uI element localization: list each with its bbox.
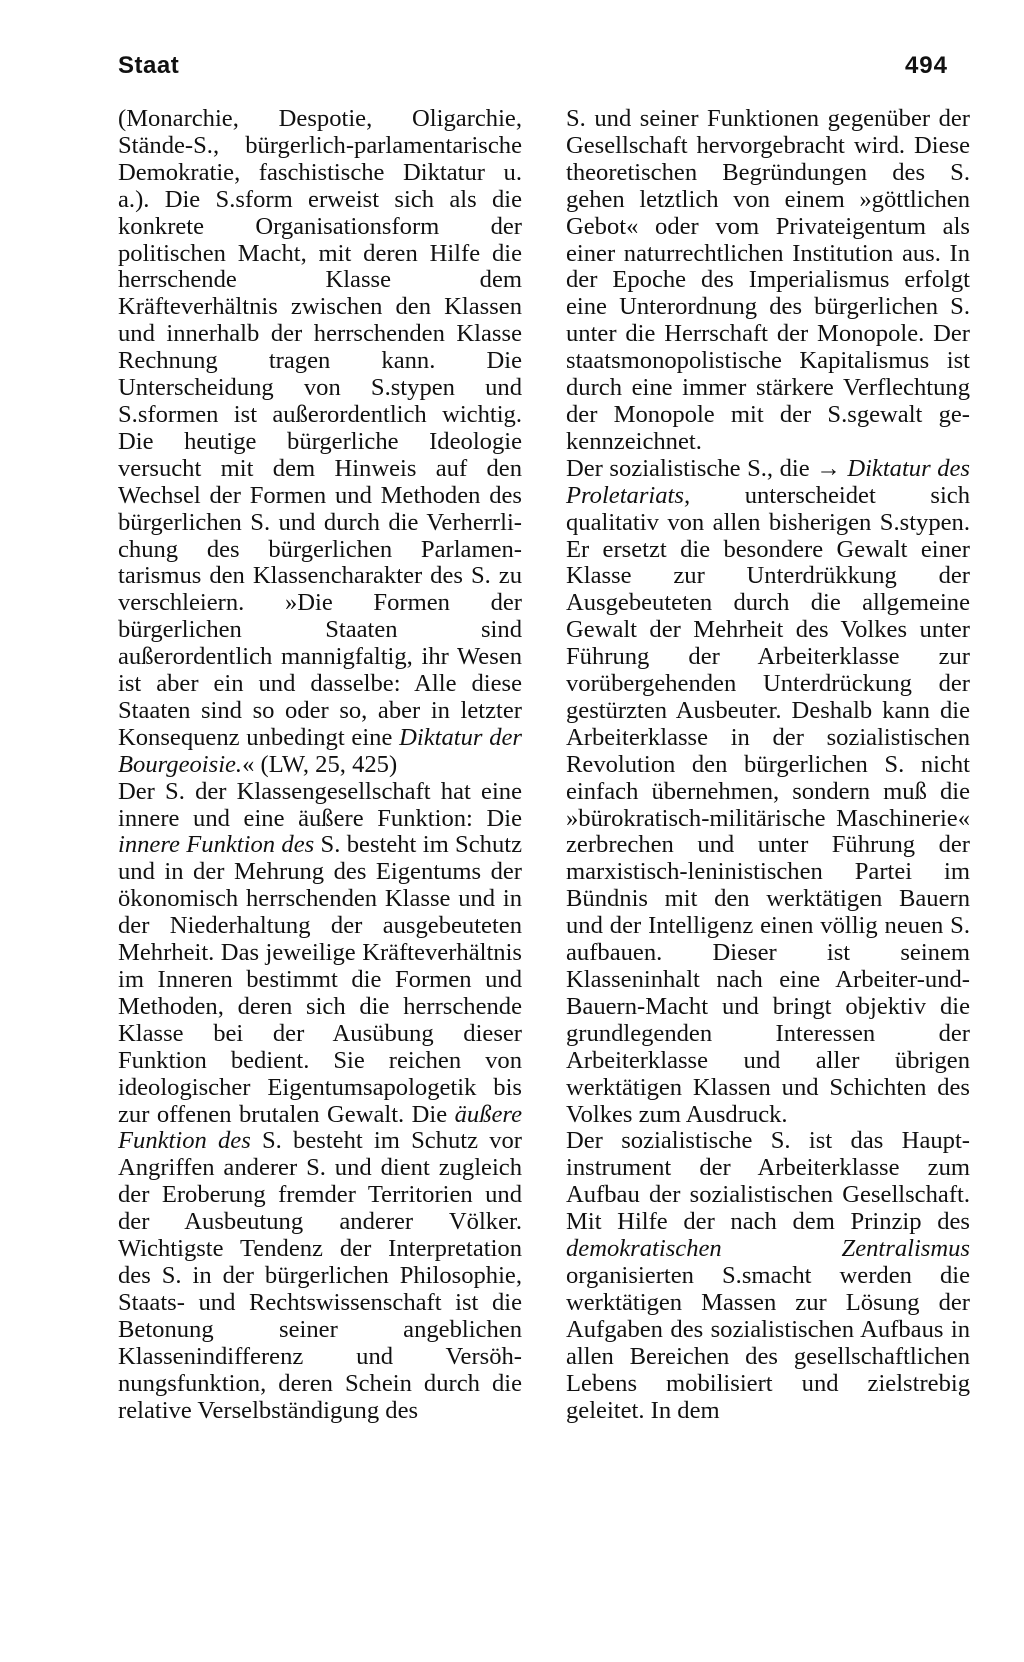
text-run: S. besteht im Schutz und in der Mehrung des Eigentums der ökonomisch herrschenden Klasse und in der Niederhaltung der ausgebeuteten Mehrheit. Das jeweilige Kräfteverhältnis im Inneren bestimmt die Formen und Methoden, deren sich die herrschende Klasse bei der Ausübung dieser Funktion bedient. Sie reichen von ideologischer Eigentumsapologetik bis zur offenen brutalen Gewalt. Die — [118, 831, 522, 1128]
running-head-title: Staat — [118, 52, 180, 79]
paragraph — [118, 779, 522, 1425]
text-run: (Monarchie, Despotie, Oligarchie, Stände-S., bürgerlich-parlamentarische Demokratie, faschistische Diktatur u. a.). Die S.sform erweist sich als die konkrete Organisationsform der politischen Macht, mit deren Hilfe die herrschende Klasse dem Kräfteverhältnis zwischen den Klassen und innerhalb der herrschenden Klasse Rechnung tragen kann. Die Unterscheidung von S.stypen und S.sformen ist außerordentlich wichtig. Die heutige bürgerliche Ideologie versucht mit dem Hinweis auf den Wechsel der Formen und Methoden des bürgerlichen S. und durch die Verherrlichung des bürgerlichen Parlamentarismus den Klassencharakter des S. zu verschleiern. »Die Formen der bürgerlichen Staaten sind außerordentlich mannigfaltig, ihr Wesen ist aber ein und dasselbe: Alle diese Staaten sind so oder so, aber in letzter Konsequenz unbedingt eine — [118, 105, 522, 751]
page-number: 494 — [904, 52, 948, 79]
text-run: Der sozialistische S., die → — [566, 454, 848, 482]
text-run: Der S. der Klassengesellschaft hat eine innere und eine äußere Funktion: Die — [118, 777, 522, 832]
right-column — [566, 106, 970, 1424]
italic-term: äußere Funktion des — [118, 1100, 522, 1155]
text-run: Der sozialistische S. ist das Hauptinstrument der Arbeiterklasse zum Aufbau der sozialistischen Gesellschaft. Mit Hilfe der nach dem Prinzip des — [566, 1127, 970, 1236]
italic-term: Diktatur der Bourgeoisie. — [118, 723, 522, 778]
paragraph — [118, 106, 522, 779]
paragraph — [566, 106, 970, 456]
text-run: unterscheidet sich qualitativ von allen bisherigen S.stypen. Er ersetzt die besondere Gewalt einer Klasse zur Unterdrükkung der Ausgebeuteten durch die allgemeine Gewalt der Mehrheit des Volkes unter Führung der Arbeiterklasse zur vorübergehenden Unterdrückung der gestürzten Ausbeuter. Deshalb kann die Arbeiterklasse in der sozialistischen Revolution den bürgerlichen S. nicht einfach übernehmen, sondern muß die »bürokratisch-militärische Maschinerie« zerbrechen und unter Führung der marxistisch-leninistischen Partei im Bündnis mit den werktätigen Bauern und der Intelligenz einen völlig neuen S. aufbauen. Dieser ist seinem Klasseninhalt nach eine Arbeiter-und-Bauern-Macht und bringt objektiv die grundlegenden Interessen der Arbeiterklasse und aller übrigen werktätigen Klassen und Schichten des Volkes zum Ausdruck. — [566, 481, 970, 1128]
italic-term: demokratischen Zentralismus — [566, 1235, 970, 1263]
text-run: organisierten S.smacht werden die werktätigen Massen zur Lösung der Aufgaben des sozialistischen Aufbaus in allen Bereichen des gesellschaftlichen Lebens mobilisiert und zielstrebig geleitet. In dem — [566, 1261, 970, 1424]
italic-term: innere Funktion des — [118, 831, 315, 859]
text-run: « (LW, 25, 425) — [242, 750, 398, 778]
page-header — [118, 52, 948, 88]
paragraph — [566, 1128, 970, 1424]
left-column — [118, 106, 522, 1424]
cross-reference-link: Diktatur des Proletariats, — [566, 454, 970, 509]
text-run: S. und seiner Funktionen gegenüber der Gesellschaft hervorgebracht wird. Diese theoretischen Begründungen des S. gehen letztlich von einem »göttlichen Gebot« oder vom Privateigentum als einer naturrechtlichen Institution aus. In der Epoche des Imperialismus erfolgt eine Unterordnung des bürgerlichen S. unter die Herrschaft der Monopole. Der staatsmonopolistische Kapitalismus ist durch eine immer stärkere Verflechtung der Monopole mit der S.sgewalt gekennzeichnet. — [566, 105, 970, 455]
text-run: S. besteht im Schutz vor Angriffen anderer S. und dient zugleich der Eroberung fremder Territorien und der Ausbeutung anderer Völker. Wichtigste Tendenz der Interpretation des S. in der bürgerlichen Philosophie, Staats- und Rechtswissenschaft ist die Betonung seiner angeblichen Klassenindifferenz und Versöhnungsfunktion, deren Schein durch die relative Verselbständigung des — [118, 1127, 522, 1424]
paragraph — [566, 456, 970, 1129]
